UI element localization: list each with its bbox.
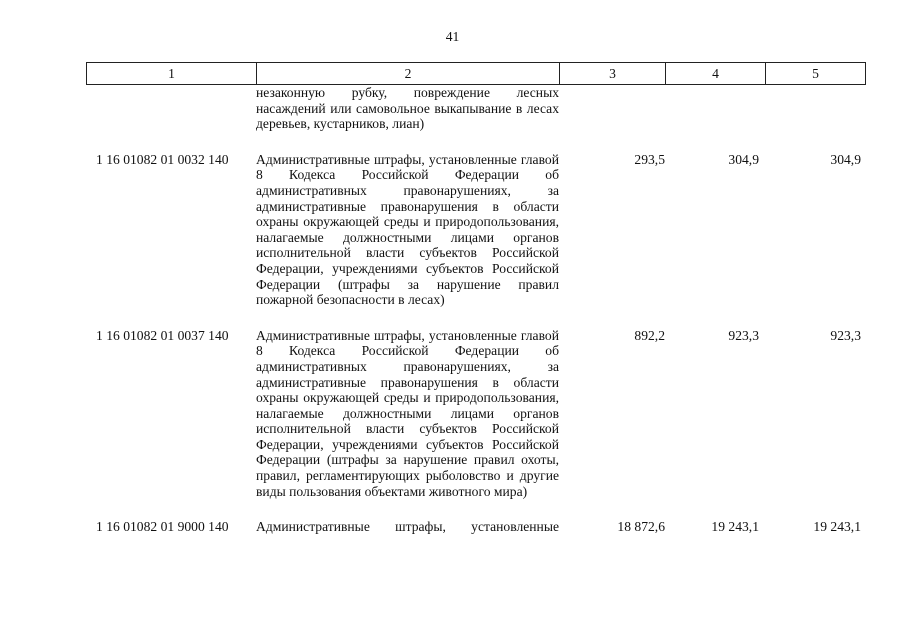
table-row — [86, 152, 865, 308]
row-value-3: 892,2 — [634, 327, 665, 343]
column-header-1: 1 — [87, 63, 257, 85]
table-row — [86, 328, 865, 500]
table-body — [86, 85, 865, 537]
column-header-5: 5 — [766, 63, 866, 85]
row-code: 1 16 01082 01 0037 140 — [96, 327, 229, 343]
row-name: Административные штрафы, установленные — [256, 519, 559, 535]
column-header-3: 3 — [560, 63, 666, 85]
column-header-row — [87, 63, 866, 85]
row-value-5: 923,3 — [830, 327, 861, 343]
continuation-row — [86, 85, 865, 132]
continuation-text: незаконную рубку, повреждение лесных насаждений или самовольное выкапывание в лесах деревьев, кустарников, лиан) — [256, 85, 559, 132]
row-name: Административные штрафы, установленные главой 8 Кодекса Российской Федерации об административных правонарушениях, за административные правонарушения в области охраны окружающей среды и природопользования, налагаемые должностными лицами органов исполнительной власти субъектов Российской Федерации, учреждениями субъектов Российской Федерации (штрафы за нарушение правил пожарной безопасности в лесах) — [256, 151, 559, 308]
row-name: Административные штрафы, установленные главой 8 Кодекса Российской Федерации об административных правонарушениях, за административные правонарушения в области охраны окружающей среды и природопользования, налагаемые должностными лицами органов исполнительной власти субъектов Российской Федерации, учреждениями субъектов Российской Федерации (штрафы за нарушение правил охоты, правил, регламентирующих рыболовство и другие виды пользования объектами животного мира) — [256, 327, 559, 499]
row-code: 1 16 01082 01 9000 140 — [96, 519, 229, 535]
column-header-2: 2 — [257, 63, 560, 85]
row-value-5: 19 243,1 — [813, 519, 861, 535]
column-header-table — [86, 62, 866, 85]
row-value-5: 304,9 — [830, 151, 861, 167]
row-value-3: 18 872,6 — [617, 519, 665, 535]
row-value-4: 923,3 — [728, 327, 759, 343]
table-row — [86, 519, 865, 537]
row-value-3: 293,5 — [634, 151, 665, 167]
row-code: 1 16 01082 01 0032 140 — [96, 151, 229, 167]
page-number: 41 — [445, 29, 460, 44]
row-value-4: 19 243,1 — [711, 519, 759, 535]
column-header-4: 4 — [666, 63, 766, 85]
row-value-4: 304,9 — [728, 151, 759, 167]
